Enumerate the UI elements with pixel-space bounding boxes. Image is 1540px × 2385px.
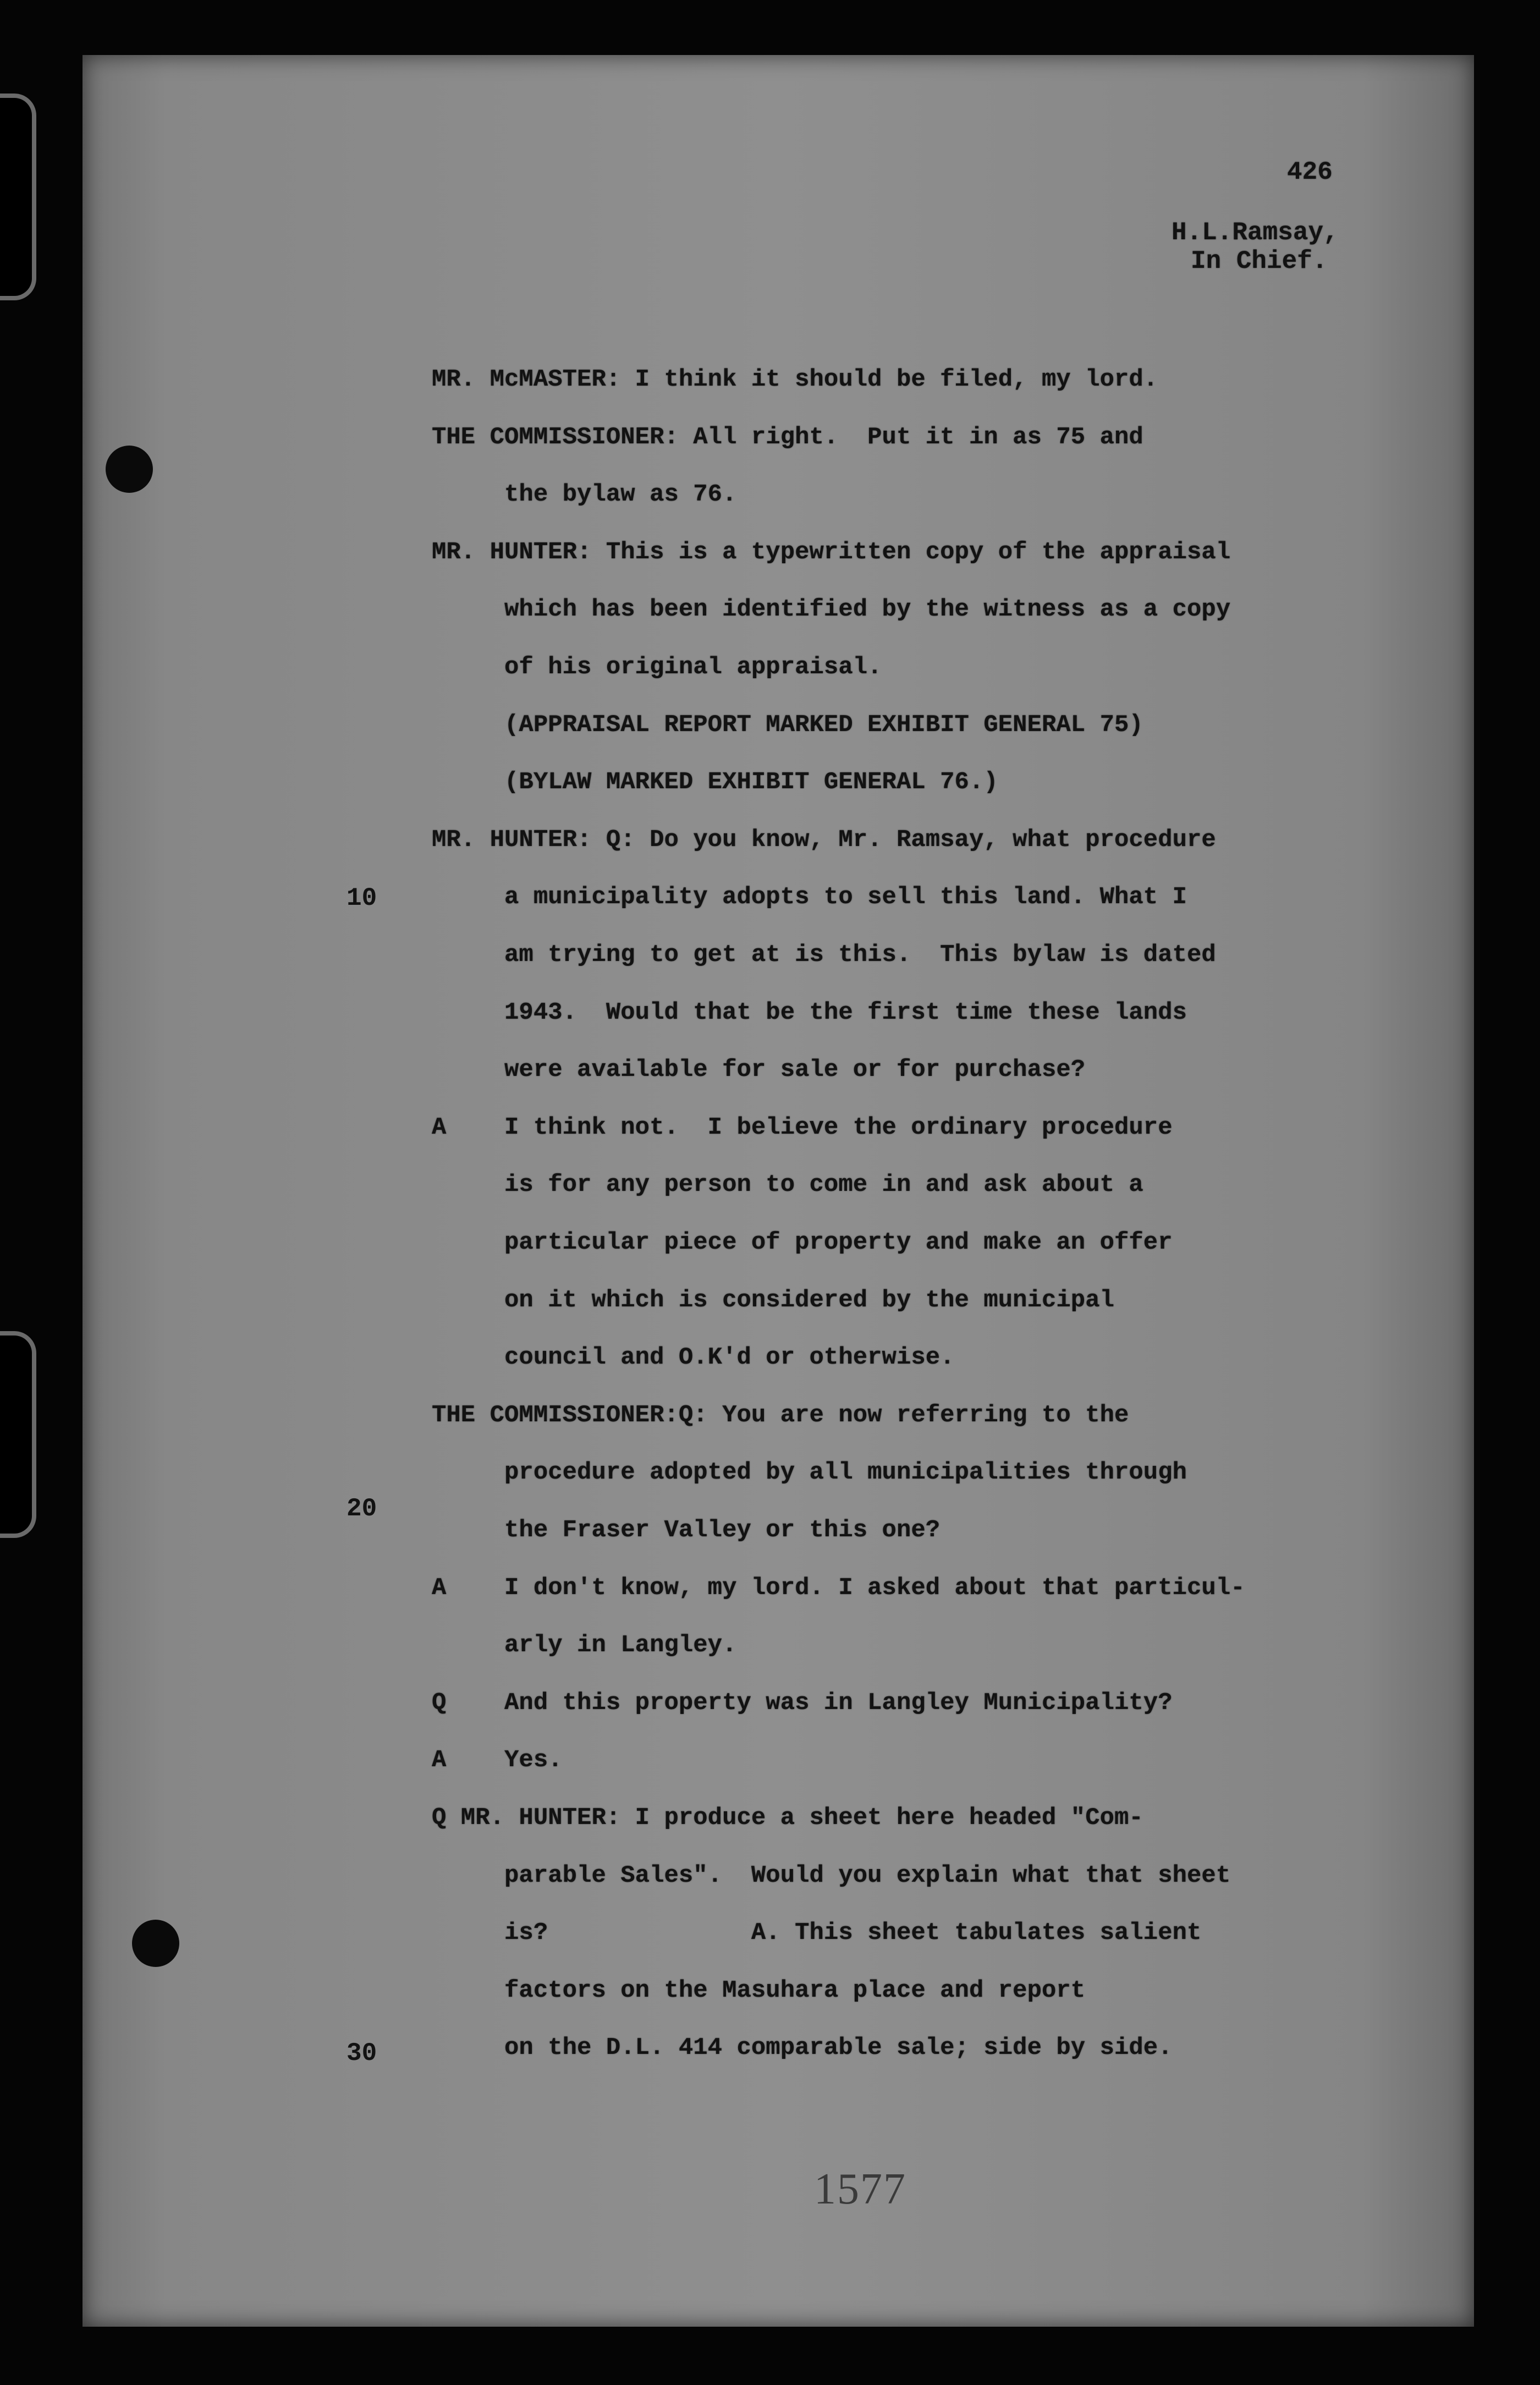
film-notch-top <box>0 94 36 300</box>
transcript-line: procedure adopted by all municipalities through <box>432 1459 1187 1486</box>
witness-role: In Chief. <box>1191 247 1328 276</box>
witness-name: H.L.Ramsay, <box>1172 218 1339 247</box>
stamp-number: 1577 <box>814 2165 906 2213</box>
transcript-line: arly in Langley. <box>432 1631 737 1659</box>
transcript-line: on the D.L. 414 comparable sale; side by side. <box>432 2034 1173 2062</box>
transcript-line: the Fraser Valley or this one? <box>432 1516 941 1544</box>
transcript-line: factors on the Masuhara place and report <box>432 1977 1086 2004</box>
transcript-line: MR. HUNTER: This is a typewritten copy of the appraisal <box>432 538 1231 566</box>
transcript-line: THE COMMISSIONER:Q: You are now referring to the <box>432 1402 1129 1429</box>
page-number: 426 <box>1287 158 1333 186</box>
transcript-line: THE COMMISSIONER: All right. Put it in as 75 and <box>432 424 1143 451</box>
transcript-line: which has been identified by the witness as a copy <box>432 596 1231 623</box>
punch-hole-bottom <box>132 1920 179 1967</box>
transcript-line: parable Sales". Would you explain what that sheet <box>432 1862 1231 1889</box>
transcript-line: is for any person to come in and ask about a <box>432 1171 1143 1199</box>
transcript-line: A I don't know, my lord. I asked about that particul- <box>432 1574 1245 1602</box>
transcript-line: 1943. Would that be the first time these lands <box>432 999 1187 1026</box>
transcript-line: council and O.K'd or otherwise. <box>432 1344 955 1371</box>
transcript-line: (APPRAISAL REPORT MARKED EXHIBIT GENERAL 75) <box>432 711 1143 739</box>
margin-line-number: 10 <box>346 884 377 913</box>
margin-line-number: 20 <box>346 1494 377 1523</box>
transcript-line: MR. McMASTER: I think it should be filed, my lord. <box>432 366 1158 393</box>
margin-line-number: 30 <box>346 2039 377 2068</box>
transcript-line: MR. HUNTER: Q: Do you know, Mr. Ramsay, what procedure <box>432 826 1216 854</box>
film-notch-middle <box>0 1331 36 1538</box>
transcript-line: Q And this property was in Langley Municipality? <box>432 1689 1173 1717</box>
transcript-line: am trying to get at is this. This bylaw is dated <box>432 941 1216 969</box>
transcript-line: on it which is considered by the municipal <box>432 1287 1115 1314</box>
transcript-line: particular piece of property and make an offer <box>432 1229 1173 1256</box>
punch-hole-top <box>106 446 153 493</box>
transcript-line: of his original appraisal. <box>432 653 882 681</box>
transcript-line: the bylaw as 76. <box>432 481 737 508</box>
transcript-line: were available for sale or for purchase? <box>432 1056 1086 1084</box>
transcript-line: A Yes. <box>432 1746 563 1774</box>
transcript-line: a municipality adopts to sell this land. What I <box>432 883 1187 911</box>
transcript-line: is? A. This sheet tabulates salient <box>432 1919 1202 1947</box>
transcript-line: (BYLAW MARKED EXHIBIT GENERAL 76.) <box>432 768 998 796</box>
transcript-line: A I think not. I believe the ordinary procedure <box>432 1114 1173 1141</box>
transcript-line: Q MR. HUNTER: I produce a sheet here headed "Com- <box>432 1804 1143 1832</box>
